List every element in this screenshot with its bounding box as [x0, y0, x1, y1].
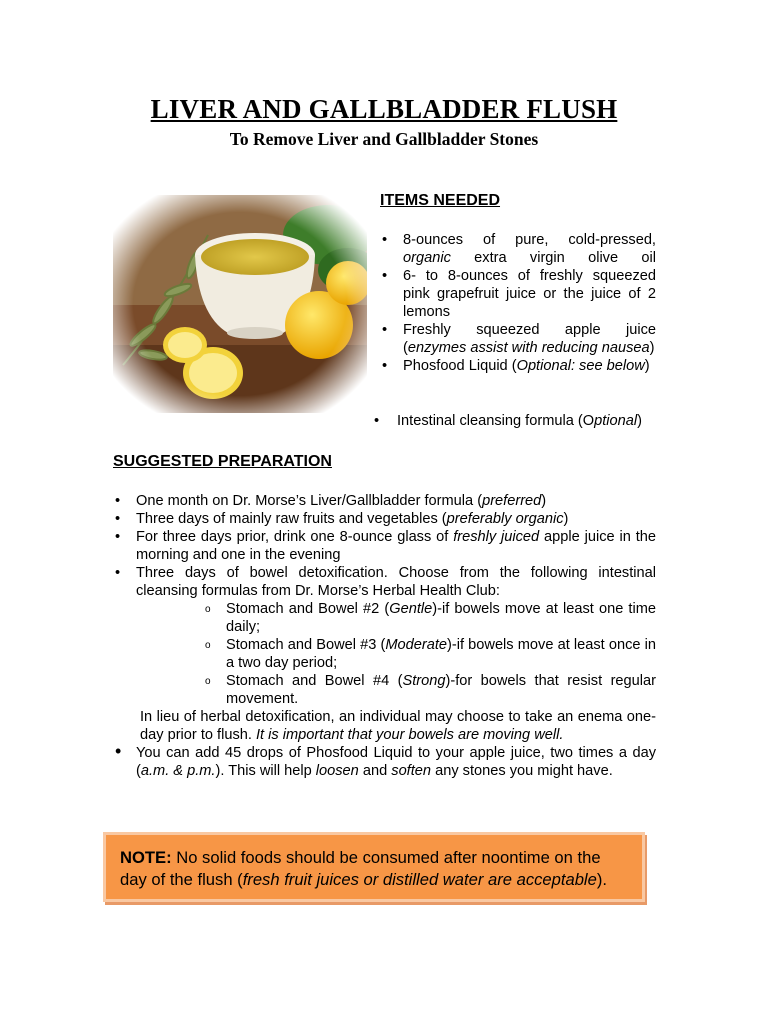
list-item: • For three days prior, drink one 8-ounce glass of freshly juiced apple juice in the morning and one in the evening [113, 528, 656, 564]
list-item: • One month on Dr. Morse’s Liver/Gallbladder formula (preferred) [113, 492, 656, 510]
list-item: • Phosfood Liquid (Optional: see below) [380, 357, 656, 375]
list-item: • 8-ounces of pure, cold-pressed, organic extra virgin olive oil [380, 231, 656, 267]
list-item: • 6- to 8-ounces of freshly squeezed pink grapefruit juice or the juice of 2 lemons [380, 267, 656, 321]
suggested-preparation-heading: SUGGESTED PREPARATION [113, 453, 332, 470]
list-item: • Three days of bowel detoxification. Choose from the following intestinal cleansing formulas from Dr. Morse’s Herbal Health Club: o Stomach and Bowel #2 (Gentle)-if bowels move at least one time daily; o Stomach and Bowel #3 (Moderate)-if bowels move at least once in a two day period; o Stomach and Bowel #4 (Strong)-for bowels that resist regular movement. [113, 564, 656, 708]
sub-list-item: o Stomach and Bowel #3 (Moderate)-if bowels move at least once in a two day period; [203, 636, 656, 672]
olive-oil-lemons-photo [113, 195, 367, 413]
sub-list-item: o Stomach and Bowel #4 (Strong)-for bowels that resist regular movement. [203, 672, 656, 708]
cleansing-formula-list [136, 600, 656, 708]
sub-list-item: o Stomach and Bowel #2 (Gentle)-if bowels move at least one time daily; [203, 600, 656, 636]
list-item: • Three days of mainly raw fruits and vegetables (preferably organic) [113, 510, 656, 528]
items-needed-heading: ITEMS NEEDED [380, 192, 501, 209]
list-item: • You can add 45 drops of Phosfood Liquid to your apple juice, two times a day (a.m. & p.m.). This will help loosen and soften any stones you might have. [113, 744, 656, 780]
list-item: • Intestinal cleansing formula (Optional) [374, 413, 642, 429]
enema-paragraph: In lieu of herbal detoxification, an individual may choose to take an enema one-day prior to flush. It is important that your bowels are moving well. [140, 709, 656, 743]
preparation-list [113, 492, 656, 780]
document-subtitle: To Remove Liver and Gallbladder Stones [229, 129, 539, 149]
document-title: LIVER AND GALLBLADDER FLUSH [150, 94, 618, 124]
note-label: NOTE: [120, 848, 172, 867]
note-box: NOTE: No solid foods should be consumed after noontime on the day of the flush (fresh fruit juices or distilled water are acceptable). [103, 832, 645, 902]
list-item: • Freshly squeezed apple juice (enzymes assist with reducing nausea) [380, 321, 656, 357]
items-needed-list [380, 231, 656, 375]
